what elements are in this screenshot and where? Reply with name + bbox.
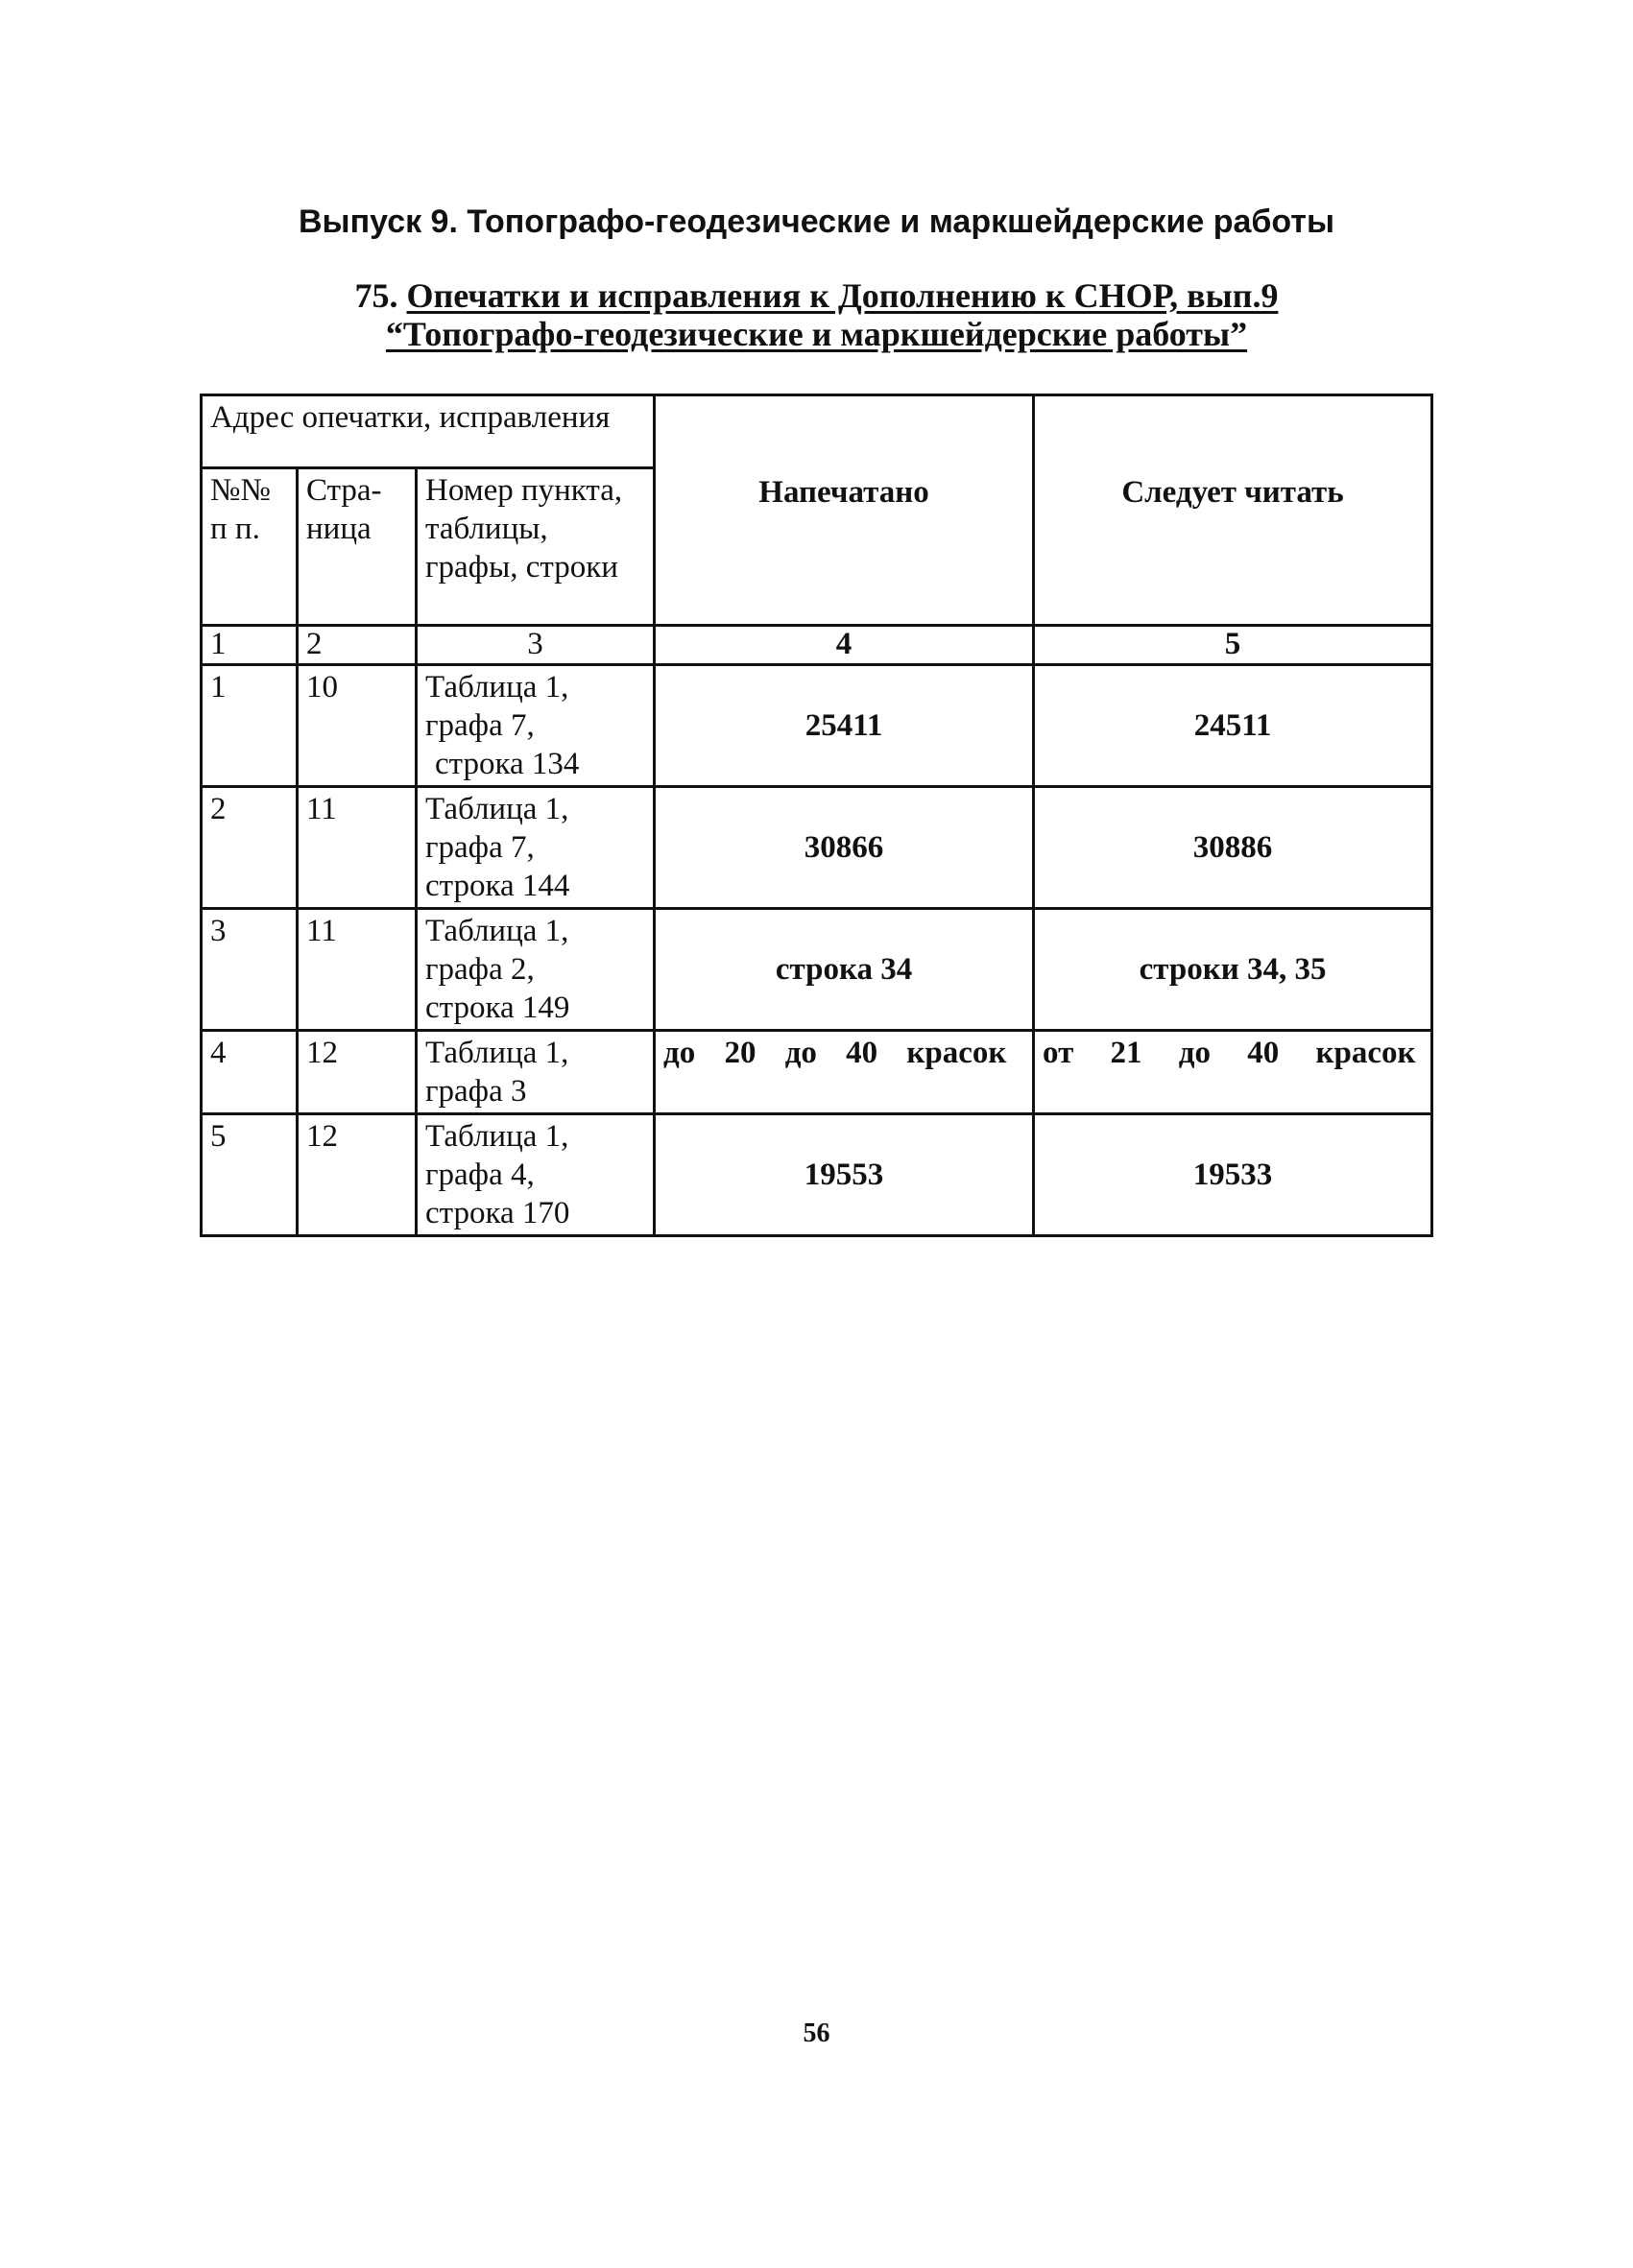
- row-item-line: Таблица 1,: [425, 670, 569, 704]
- row-num: 1: [202, 665, 298, 787]
- row-printed: до 20 до 40 красок: [655, 1031, 1034, 1114]
- row-should-read: от 21 до 40 красок: [1034, 1031, 1432, 1114]
- row-item-line: графа 7,: [425, 708, 535, 743]
- row-should-read: 19533: [1034, 1114, 1432, 1236]
- column-number: 4: [655, 626, 1034, 665]
- row-num: 4: [202, 1031, 298, 1114]
- running-head: Выпуск 9. Топографо-геодезические и маркшейдерские работы: [299, 203, 1334, 240]
- table-row: [202, 909, 1432, 1031]
- row-item: [417, 1031, 655, 1114]
- header-row-top: [202, 395, 1432, 468]
- table-row: [202, 1114, 1432, 1236]
- header-address: Адрес опечатки, исправления: [202, 395, 655, 468]
- table-row: [202, 787, 1432, 909]
- table-row: [202, 665, 1432, 787]
- row-should-read: 30886: [1034, 787, 1432, 909]
- title-number: 75.: [354, 276, 407, 315]
- header-should-read: Следует читать: [1034, 395, 1432, 626]
- row-item: [417, 787, 655, 909]
- column-number: 5: [1034, 626, 1432, 665]
- row-printed: 30866: [655, 787, 1034, 909]
- row-item-line: Таблица 1,: [425, 914, 569, 948]
- row-num: 5: [202, 1114, 298, 1236]
- row-item-line: графа 4,: [425, 1158, 535, 1192]
- title-text-2: “Топографо-геодезические и маркшейдерские работы”: [385, 315, 1248, 353]
- row-item: [417, 665, 655, 787]
- row-item-line: Таблица 1,: [425, 1119, 569, 1154]
- row-item-line: графа 7,: [425, 830, 535, 865]
- errata-table-container: [200, 394, 1430, 1237]
- row-should-read: строки 34, 35: [1034, 909, 1432, 1031]
- row-page: 11: [298, 787, 417, 909]
- row-num: 2: [202, 787, 298, 909]
- header-num: №№ п п.: [202, 468, 298, 626]
- errata-table: [200, 394, 1433, 1237]
- column-number-row: [202, 626, 1432, 665]
- row-should-read: 24511: [1034, 665, 1432, 787]
- title-line-1: [0, 276, 1633, 315]
- row-item-line: графа 3: [425, 1074, 527, 1109]
- row-page: 10: [298, 665, 417, 787]
- column-number: 1: [202, 626, 298, 665]
- row-printed: строка 34: [655, 909, 1034, 1031]
- row-num: 3: [202, 909, 298, 1031]
- row-item-line: строка 149: [425, 991, 570, 1025]
- row-item-line: строка 144: [425, 869, 570, 903]
- row-printed: 19553: [655, 1114, 1034, 1236]
- title-line-2: [0, 315, 1633, 353]
- document-title: [0, 276, 1633, 353]
- table-row: [202, 1031, 1432, 1114]
- header-page: Стра-ница: [298, 468, 417, 626]
- title-text-1: Опечатки и исправления к Дополнению к СНОР, вып.9: [406, 276, 1279, 315]
- row-page: 12: [298, 1114, 417, 1236]
- row-item-line: строка 134: [435, 747, 580, 781]
- row-printed: 25411: [655, 665, 1034, 787]
- header-printed: Напечатано: [655, 395, 1034, 626]
- row-page: 12: [298, 1031, 417, 1114]
- row-item-line: Таблица 1,: [425, 792, 569, 826]
- page-number: 56: [803, 2018, 830, 2048]
- row-item: [417, 909, 655, 1031]
- column-number: 3: [417, 626, 655, 665]
- column-number: 2: [298, 626, 417, 665]
- row-item-line: Таблица 1,: [425, 1036, 569, 1070]
- row-item-line: графа 2,: [425, 952, 535, 987]
- header-item: Номер пункта, таблицы, графы, строки: [417, 468, 655, 626]
- row-page: 11: [298, 909, 417, 1031]
- row-item-line: строка 170: [425, 1196, 570, 1230]
- row-item: [417, 1114, 655, 1236]
